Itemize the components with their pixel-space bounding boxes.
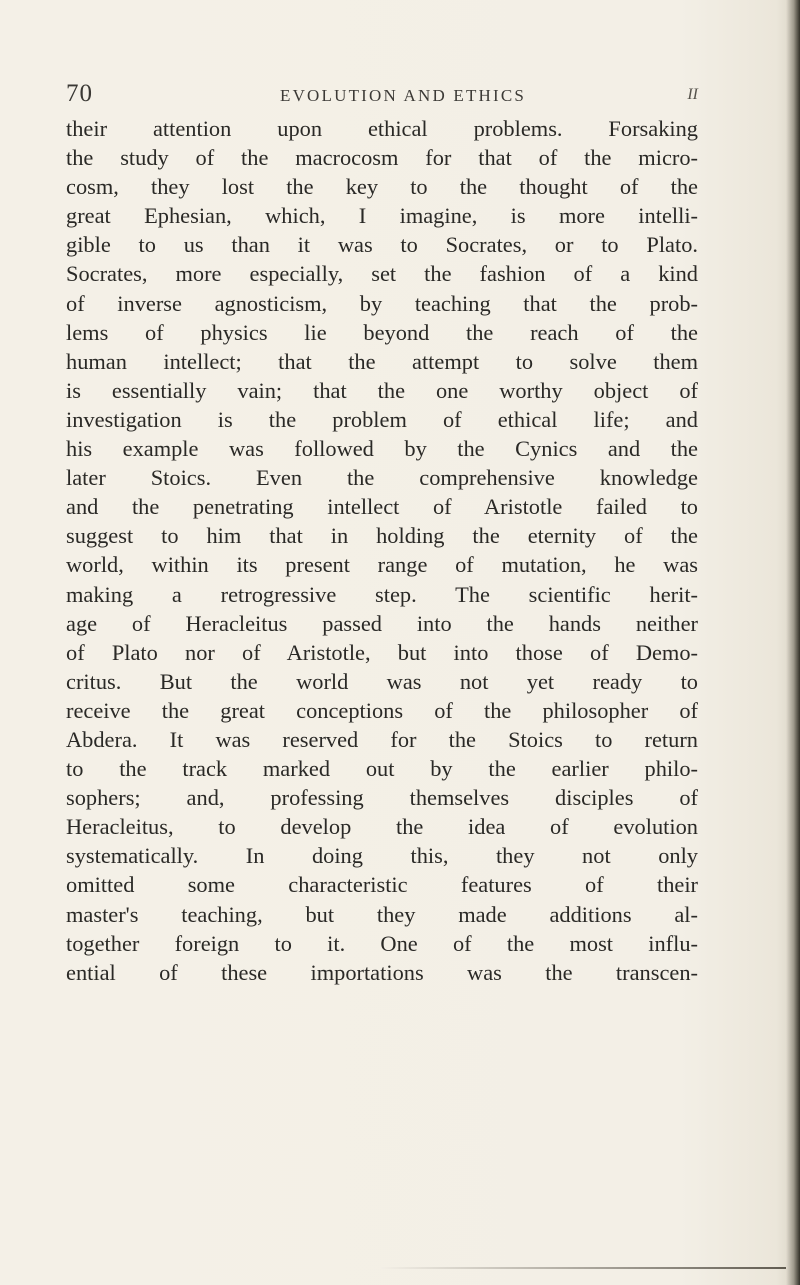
text-line: together foreign to it. One of the most influ- <box>66 930 698 956</box>
text-line: his example was followed by the Cynics and the <box>66 436 698 462</box>
text-line: age of Heracleitus passed into the hands neither <box>66 610 698 636</box>
chapter-mark: II <box>687 86 698 103</box>
text-line: cosm, they lost the key to the thought of the <box>66 174 698 200</box>
text-line: gible to us than it was to Socrates, or to Plato. <box>66 232 698 258</box>
text-line: world, within its present range of mutation, he was <box>66 552 698 578</box>
text-line: is essentially vain; that the one worthy object of <box>66 377 698 403</box>
text-line: ential of these importations was the transcen- <box>66 959 698 985</box>
running-head <box>66 80 698 116</box>
body-text <box>66 114 698 987</box>
text-line: Socrates, more especially, set the fashion of a kind <box>66 261 698 287</box>
page-number: 70 <box>66 80 93 107</box>
text-line: lems of physics lie beyond the reach of the <box>66 319 698 345</box>
text-line: great Ephesian, which, I imagine, is more intelli- <box>66 203 698 229</box>
binding-edge-shadow <box>786 0 800 1285</box>
text-line: to the track marked out by the earlier philo- <box>66 756 698 782</box>
text-line: omitted some characteristic features of their <box>66 872 698 898</box>
text-line: human intellect; that the attempt to solve them <box>66 348 698 374</box>
text-line: and the penetrating intellect of Aristotle failed to <box>66 494 698 520</box>
text-line: Abdera. It was reserved for the Stoics to return <box>66 726 698 752</box>
text-line: suggest to him that in holding the eternity of the <box>66 523 698 549</box>
text-line: later Stoics. Even the comprehensive knowledge <box>66 465 698 491</box>
text-line: sophers; and, professing themselves disciples of <box>66 785 698 811</box>
text-line: the study of the macrocosm for that of the micro- <box>66 145 698 171</box>
text-line: their attention upon ethical problems. Forsaking <box>66 116 698 141</box>
text-line: making a retrogressive step. The scientific herit- <box>66 581 698 607</box>
text-line: master's teaching, but they made additions al- <box>66 901 698 927</box>
page-bottom-edge <box>380 1267 786 1269</box>
text-line: Heracleitus, to develop the idea of evolution <box>66 814 698 840</box>
text-line: systematically. In doing this, they not only <box>66 843 698 869</box>
text-line: of Plato nor of Aristotle, but into those of Demo- <box>66 639 698 665</box>
text-line: of inverse agnosticism, by teaching that the prob- <box>66 290 698 316</box>
text-line: receive the great conceptions of the philosopher of <box>66 697 698 723</box>
text-line: investigation is the problem of ethical life; and <box>66 406 698 432</box>
running-title: EVOLUTION AND ETHICS <box>280 86 527 105</box>
text-line: critus. But the world was not yet ready to <box>66 668 698 694</box>
